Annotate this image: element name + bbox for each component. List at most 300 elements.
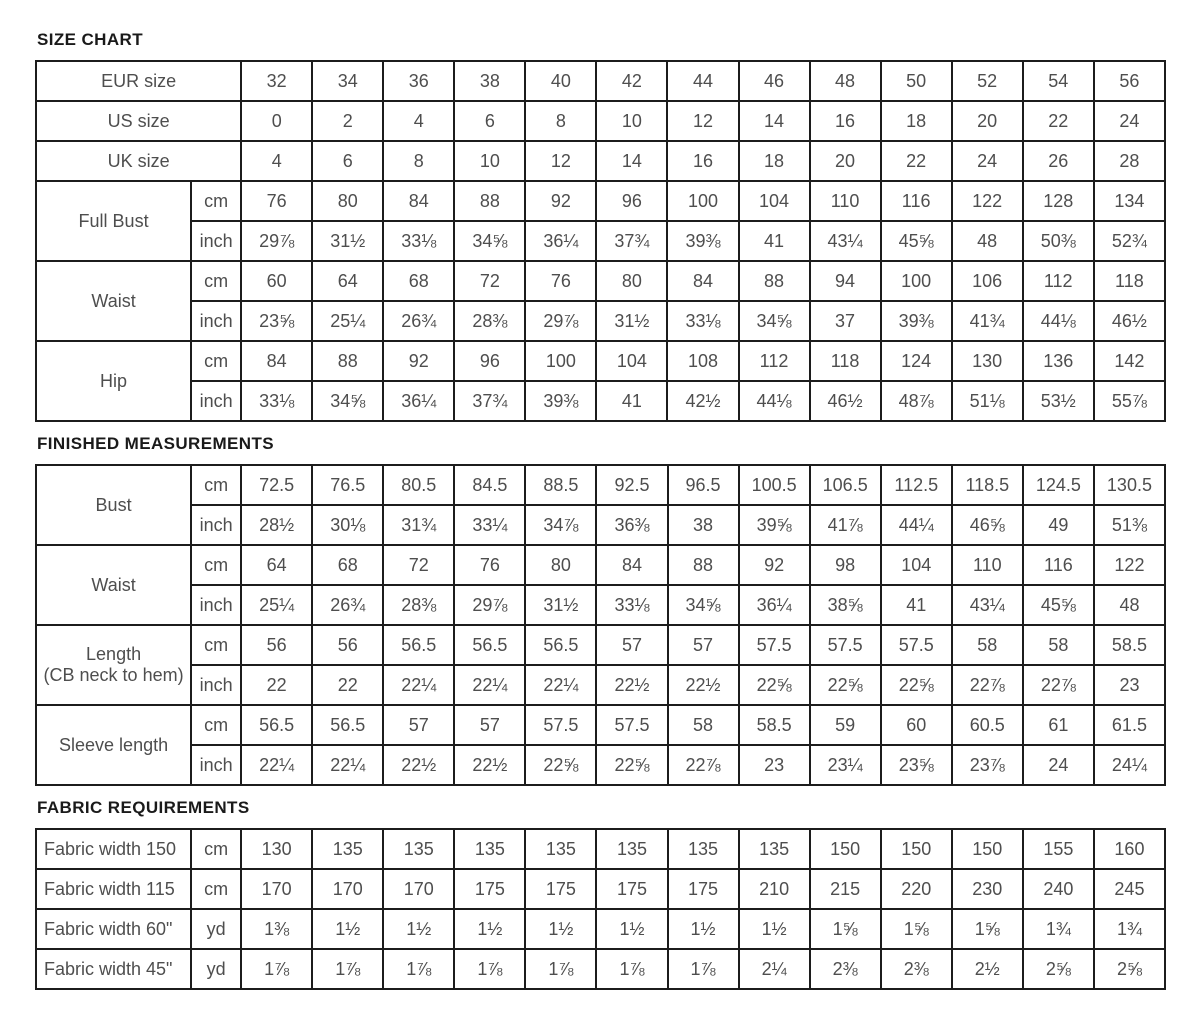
value-cell: 150: [952, 829, 1023, 869]
value-cell: 33⅛: [667, 301, 738, 341]
value-cell: 84: [667, 261, 738, 301]
value-cell: 57.5: [525, 705, 596, 745]
value-cell: 51⅛: [952, 381, 1023, 421]
value-cell: 32: [241, 61, 312, 101]
value-cell: 135: [525, 829, 596, 869]
row-label: Fabric width 45": [36, 949, 191, 989]
table-row: [36, 909, 1165, 949]
value-cell: 34⅝: [312, 381, 383, 421]
value-cell: 6: [454, 101, 525, 141]
value-cell: 33⅛: [241, 381, 312, 421]
value-cell: 22⅞: [1023, 665, 1094, 705]
value-cell: 80.5: [383, 465, 454, 505]
value-cell: 210: [739, 869, 810, 909]
value-cell: 1½: [383, 909, 454, 949]
value-cell: 1⅝: [952, 909, 1023, 949]
value-cell: 58.5: [1094, 625, 1165, 665]
value-cell: 122: [952, 181, 1023, 221]
fabric-requirements-table: [35, 828, 1166, 990]
value-cell: 22¼: [312, 745, 383, 785]
value-cell: 92: [739, 545, 810, 585]
value-cell: 57.5: [739, 625, 810, 665]
value-cell: 56: [241, 625, 312, 665]
value-cell: 88: [739, 261, 810, 301]
value-cell: 56: [312, 625, 383, 665]
value-cell: 16: [667, 141, 738, 181]
unit-label: cm: [191, 829, 241, 869]
value-cell: 41: [881, 585, 952, 625]
value-cell: 22: [1023, 101, 1094, 141]
value-cell: 14: [596, 141, 667, 181]
value-cell: 94: [810, 261, 881, 301]
value-cell: 37: [810, 301, 881, 341]
row-label: Full Bust: [36, 181, 191, 261]
value-cell: 41⅞: [810, 505, 881, 545]
value-cell: 36⅜: [596, 505, 667, 545]
value-cell: 1⅝: [810, 909, 881, 949]
unit-label: cm: [191, 465, 241, 505]
value-cell: 1½: [668, 909, 739, 949]
value-cell: 170: [383, 869, 454, 909]
value-cell: 155: [1023, 829, 1094, 869]
value-cell: 106: [952, 261, 1023, 301]
value-cell: 18: [881, 101, 952, 141]
value-cell: 92: [525, 181, 596, 221]
value-cell: 118: [1094, 261, 1165, 301]
unit-label: inch: [191, 505, 241, 545]
value-cell: 72.5: [241, 465, 312, 505]
value-cell: 100: [881, 261, 952, 301]
value-cell: 57: [454, 705, 525, 745]
value-cell: 34⅞: [525, 505, 596, 545]
value-cell: 55⅞: [1094, 381, 1165, 421]
value-cell: 110: [952, 545, 1023, 585]
row-label: Hip: [36, 341, 191, 421]
value-cell: 96: [596, 181, 667, 221]
value-cell: 22½: [668, 665, 739, 705]
row-label: Fabric width 60": [36, 909, 191, 949]
row-label: Length (CB neck to hem): [36, 625, 191, 705]
value-cell: 43¼: [952, 585, 1023, 625]
value-cell: 34⅝: [668, 585, 739, 625]
value-cell: 45⅝: [1023, 585, 1094, 625]
value-cell: 1⅞: [668, 949, 739, 989]
value-cell: 57.5: [596, 705, 667, 745]
value-cell: 38: [668, 505, 739, 545]
value-cell: 4: [241, 141, 312, 181]
value-cell: 1⅝: [881, 909, 952, 949]
value-cell: 22¼: [241, 745, 312, 785]
value-cell: 16: [810, 101, 881, 141]
unit-label: yd: [191, 949, 241, 989]
value-cell: 80: [525, 545, 596, 585]
value-cell: 54: [1023, 61, 1094, 101]
table-row: [36, 101, 1165, 141]
section-title-finished-measurements: FINISHED MEASUREMENTS: [37, 434, 274, 453]
value-cell: 4: [383, 101, 454, 141]
value-cell: 128: [1023, 181, 1094, 221]
value-cell: 112.5: [881, 465, 952, 505]
value-cell: 1⅞: [525, 949, 596, 989]
value-cell: 230: [952, 869, 1023, 909]
value-cell: 76: [454, 545, 525, 585]
unit-label: inch: [191, 585, 241, 625]
value-cell: 175: [454, 869, 525, 909]
value-cell: 45⅝: [881, 221, 952, 261]
value-cell: 42: [596, 61, 667, 101]
value-cell: 170: [241, 869, 312, 909]
table-row: [36, 301, 1165, 341]
value-cell: 31½: [525, 585, 596, 625]
value-cell: 60.5: [952, 705, 1023, 745]
value-cell: 26: [1023, 141, 1094, 181]
value-cell: 34: [312, 61, 383, 101]
value-cell: 2⅝: [1023, 949, 1094, 989]
value-cell: 52¾: [1094, 221, 1165, 261]
value-cell: 37¾: [596, 221, 667, 261]
value-cell: 23⅞: [952, 745, 1023, 785]
value-cell: 22⅝: [810, 665, 881, 705]
value-cell: 22½: [454, 745, 525, 785]
value-cell: 22½: [596, 665, 667, 705]
value-cell: 1¾: [1023, 909, 1094, 949]
value-cell: 57.5: [810, 625, 881, 665]
row-label: US size: [36, 101, 241, 141]
unit-label: inch: [191, 381, 241, 421]
value-cell: 22: [312, 665, 383, 705]
value-cell: 24: [1023, 745, 1094, 785]
value-cell: 2⅝: [1094, 949, 1165, 989]
value-cell: 24¼: [1094, 745, 1165, 785]
value-cell: 135: [668, 829, 739, 869]
value-cell: 46½: [1094, 301, 1165, 341]
value-cell: 1⅞: [241, 949, 312, 989]
section-title-fabric-requirements: FABRIC REQUIREMENTS: [37, 798, 250, 817]
value-cell: 22⅝: [596, 745, 667, 785]
value-cell: 22¼: [525, 665, 596, 705]
value-cell: 110: [810, 181, 881, 221]
value-cell: 104: [596, 341, 667, 381]
value-cell: 20: [810, 141, 881, 181]
table-row: [36, 625, 1165, 665]
value-cell: 92: [383, 341, 454, 381]
unit-label: inch: [191, 221, 241, 261]
value-cell: 44⅛: [1023, 301, 1094, 341]
value-cell: 2½: [952, 949, 1023, 989]
value-cell: 56.5: [312, 705, 383, 745]
row-label: Bust: [36, 465, 191, 545]
value-cell: 58: [1023, 625, 1094, 665]
value-cell: 41¾: [952, 301, 1023, 341]
value-cell: 61.5: [1094, 705, 1165, 745]
value-cell: 76.5: [312, 465, 383, 505]
value-cell: 122: [1094, 545, 1165, 585]
value-cell: 36¼: [525, 221, 596, 261]
value-cell: 116: [1023, 545, 1094, 585]
value-cell: 135: [383, 829, 454, 869]
value-cell: 33⅛: [596, 585, 667, 625]
value-cell: 135: [454, 829, 525, 869]
value-cell: 84: [241, 341, 312, 381]
table-row: [36, 545, 1165, 585]
value-cell: 48⅞: [881, 381, 952, 421]
table-row: [36, 181, 1165, 221]
value-cell: 2¼: [739, 949, 810, 989]
value-cell: 22: [241, 665, 312, 705]
value-cell: 33⅛: [383, 221, 454, 261]
value-cell: 64: [241, 545, 312, 585]
value-cell: 106.5: [810, 465, 881, 505]
unit-label: inch: [191, 665, 241, 705]
unit-label: inch: [191, 301, 241, 341]
value-cell: 18: [739, 141, 810, 181]
value-cell: 170: [312, 869, 383, 909]
value-cell: 175: [596, 869, 667, 909]
value-cell: 1¾: [1094, 909, 1165, 949]
value-cell: 28⅜: [383, 585, 454, 625]
unit-label: cm: [191, 869, 241, 909]
table-row: [36, 381, 1165, 421]
value-cell: 29⅞: [525, 301, 596, 341]
value-cell: 40: [525, 61, 596, 101]
value-cell: 72: [454, 261, 525, 301]
row-label: Fabric width 115: [36, 869, 191, 909]
value-cell: 50⅜: [1023, 221, 1094, 261]
value-cell: 130: [241, 829, 312, 869]
value-cell: 175: [668, 869, 739, 909]
value-cell: 41: [596, 381, 667, 421]
value-cell: 36¼: [739, 585, 810, 625]
value-cell: 1⅞: [383, 949, 454, 989]
value-cell: 46½: [810, 381, 881, 421]
value-cell: 12: [667, 101, 738, 141]
value-cell: 175: [525, 869, 596, 909]
value-cell: 50: [881, 61, 952, 101]
value-cell: 33¼: [454, 505, 525, 545]
value-cell: 108: [667, 341, 738, 381]
row-label: Waist: [36, 545, 191, 625]
value-cell: 22⅝: [739, 665, 810, 705]
value-cell: 20: [952, 101, 1023, 141]
value-cell: 39⅜: [667, 221, 738, 261]
section-title-size-chart: SIZE CHART: [37, 30, 143, 49]
value-cell: 118: [810, 341, 881, 381]
value-cell: 31½: [596, 301, 667, 341]
value-cell: 84: [383, 181, 454, 221]
value-cell: 215: [810, 869, 881, 909]
value-cell: 24: [952, 141, 1023, 181]
value-cell: 60: [241, 261, 312, 301]
table-row: [36, 141, 1165, 181]
unit-label: inch: [191, 745, 241, 785]
value-cell: 23⅝: [241, 301, 312, 341]
value-cell: 29⅞: [454, 585, 525, 625]
value-cell: 104: [739, 181, 810, 221]
value-cell: 245: [1094, 869, 1165, 909]
table-row: [36, 61, 1165, 101]
value-cell: 84.5: [454, 465, 525, 505]
value-cell: 220: [881, 869, 952, 909]
value-cell: 100: [525, 341, 596, 381]
value-cell: 112: [739, 341, 810, 381]
table-row: [36, 745, 1165, 785]
value-cell: 0: [241, 101, 312, 141]
value-cell: 28⅜: [454, 301, 525, 341]
value-cell: 56.5: [241, 705, 312, 745]
value-cell: 72: [383, 545, 454, 585]
value-cell: 57: [668, 625, 739, 665]
value-cell: 23¼: [810, 745, 881, 785]
value-cell: 34⅝: [454, 221, 525, 261]
value-cell: 24: [1094, 101, 1165, 141]
value-cell: 46: [739, 61, 810, 101]
value-cell: 61: [1023, 705, 1094, 745]
row-label: EUR size: [36, 61, 241, 101]
value-cell: 12: [525, 141, 596, 181]
value-cell: 56.5: [525, 625, 596, 665]
value-cell: 1⅞: [312, 949, 383, 989]
table-row: [36, 221, 1165, 261]
value-cell: 2: [312, 101, 383, 141]
value-cell: 68: [383, 261, 454, 301]
value-cell: 1½: [739, 909, 810, 949]
value-cell: 41: [739, 221, 810, 261]
value-cell: 56.5: [454, 625, 525, 665]
value-cell: 56.5: [383, 625, 454, 665]
value-cell: 53½: [1023, 381, 1094, 421]
value-cell: 49: [1023, 505, 1094, 545]
value-cell: 48: [810, 61, 881, 101]
value-cell: 58: [668, 705, 739, 745]
value-cell: 31¾: [383, 505, 454, 545]
value-cell: 136: [1023, 341, 1094, 381]
value-cell: 124: [881, 341, 952, 381]
table-row: [36, 261, 1165, 301]
value-cell: 84: [596, 545, 667, 585]
value-cell: 48: [1094, 585, 1165, 625]
value-cell: 8: [383, 141, 454, 181]
value-cell: 130.5: [1094, 465, 1165, 505]
value-cell: 44: [667, 61, 738, 101]
value-cell: 1½: [312, 909, 383, 949]
row-label: Sleeve length: [36, 705, 191, 785]
value-cell: 23: [1094, 665, 1165, 705]
row-label: Fabric width 150: [36, 829, 191, 869]
value-cell: 22⅞: [668, 745, 739, 785]
value-cell: 38: [454, 61, 525, 101]
value-cell: 59: [810, 705, 881, 745]
value-cell: 96.5: [668, 465, 739, 505]
value-cell: 150: [810, 829, 881, 869]
value-cell: 240: [1023, 869, 1094, 909]
value-cell: 98: [810, 545, 881, 585]
table-row: [36, 505, 1165, 545]
table-row: [36, 465, 1165, 505]
value-cell: 22: [881, 141, 952, 181]
value-cell: 43¼: [810, 221, 881, 261]
unit-label: cm: [191, 181, 241, 221]
value-cell: 1½: [596, 909, 667, 949]
value-cell: 64: [312, 261, 383, 301]
table-row: [36, 585, 1165, 625]
unit-label: cm: [191, 545, 241, 585]
value-cell: 39⅝: [739, 505, 810, 545]
table-row: [36, 665, 1165, 705]
value-cell: 14: [739, 101, 810, 141]
value-cell: 26¾: [312, 585, 383, 625]
value-cell: 58.5: [739, 705, 810, 745]
value-cell: 28: [1094, 141, 1165, 181]
value-cell: 1½: [525, 909, 596, 949]
value-cell: 6: [312, 141, 383, 181]
value-cell: 1⅞: [454, 949, 525, 989]
value-cell: 44¼: [881, 505, 952, 545]
value-cell: 42½: [667, 381, 738, 421]
value-cell: 34⅝: [739, 301, 810, 341]
unit-label: cm: [191, 261, 241, 301]
value-cell: 112: [1023, 261, 1094, 301]
value-cell: 37¾: [454, 381, 525, 421]
value-cell: 29⅞: [241, 221, 312, 261]
unit-label: cm: [191, 341, 241, 381]
value-cell: 22¼: [454, 665, 525, 705]
value-cell: 57: [596, 625, 667, 665]
value-cell: 38⅝: [810, 585, 881, 625]
value-cell: 51⅜: [1094, 505, 1165, 545]
value-cell: 124.5: [1023, 465, 1094, 505]
value-cell: 150: [881, 829, 952, 869]
value-cell: 39⅜: [881, 301, 952, 341]
value-cell: 1½: [454, 909, 525, 949]
value-cell: 10: [454, 141, 525, 181]
value-cell: 25¼: [241, 585, 312, 625]
value-cell: 10: [596, 101, 667, 141]
value-cell: 56: [1094, 61, 1165, 101]
value-cell: 57.5: [881, 625, 952, 665]
value-cell: 96: [454, 341, 525, 381]
value-cell: 28½: [241, 505, 312, 545]
value-cell: 23: [739, 745, 810, 785]
row-label: Waist: [36, 261, 191, 341]
value-cell: 2⅜: [810, 949, 881, 989]
value-cell: 104: [881, 545, 952, 585]
table-row: [36, 949, 1165, 989]
value-cell: 135: [596, 829, 667, 869]
value-cell: 88: [454, 181, 525, 221]
size-chart-table: [35, 60, 1166, 422]
value-cell: 22⅝: [525, 745, 596, 785]
value-cell: 30⅛: [312, 505, 383, 545]
value-cell: 2⅜: [881, 949, 952, 989]
row-label: UK size: [36, 141, 241, 181]
value-cell: 116: [881, 181, 952, 221]
value-cell: 80: [596, 261, 667, 301]
value-cell: 76: [241, 181, 312, 221]
value-cell: 134: [1094, 181, 1165, 221]
table-row: [36, 705, 1165, 745]
value-cell: 25¼: [312, 301, 383, 341]
table-row: [36, 341, 1165, 381]
value-cell: 22½: [383, 745, 454, 785]
value-cell: 100.5: [739, 465, 810, 505]
value-cell: 88: [312, 341, 383, 381]
value-cell: 68: [312, 545, 383, 585]
unit-label: cm: [191, 705, 241, 745]
value-cell: 8: [525, 101, 596, 141]
table-row: [36, 829, 1165, 869]
value-cell: 88.5: [525, 465, 596, 505]
value-cell: 31½: [312, 221, 383, 261]
